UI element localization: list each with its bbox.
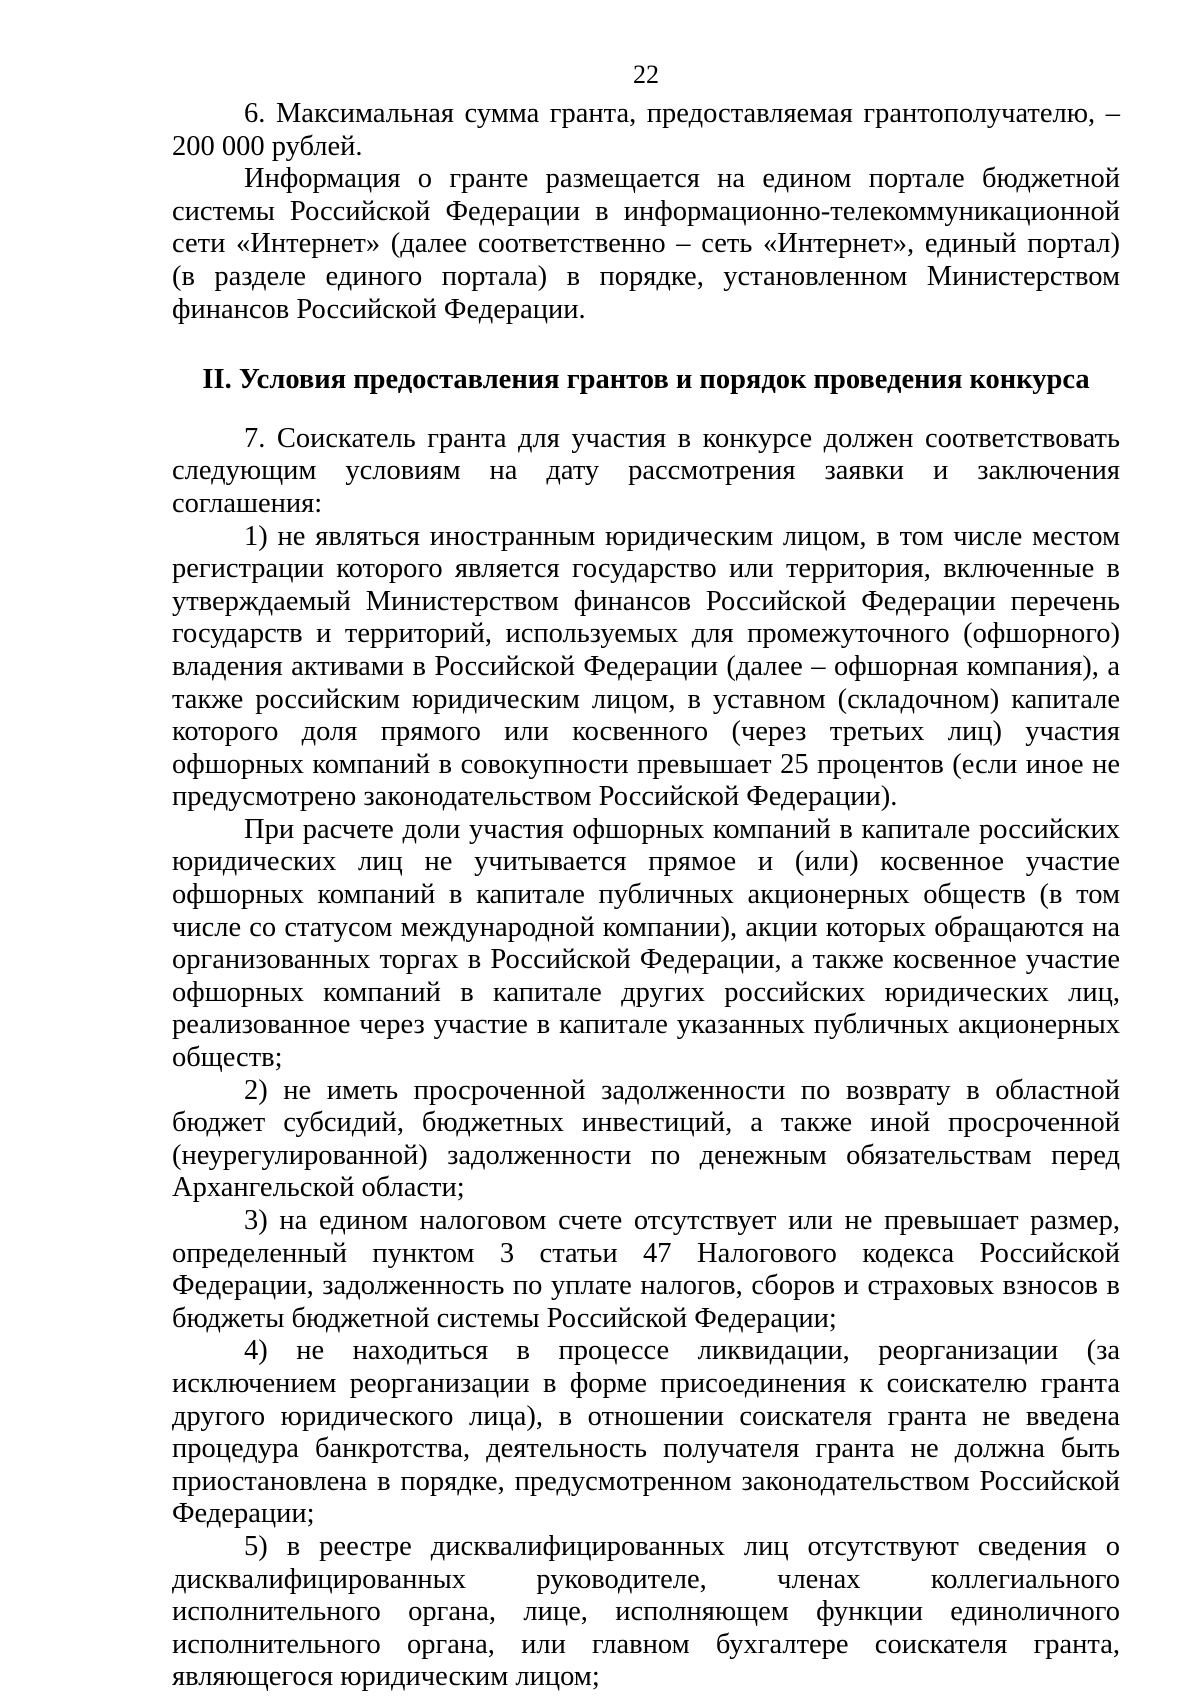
paragraph-max-grant: 6. Максимальная сумма гранта, предоставляемая грантополучателю, – 200 000 рублей. xyxy=(172,98,1120,162)
section-heading: II. Условия предоставления грантов и порядок проведения конкурса xyxy=(202,364,1090,396)
paragraph-grant-info: Информация о гранте размещается на едином портале бюджетной системы Российской Федерации в информационно-телекоммуникационной сети «Интернет» (далее соответственно – сеть «Интернет», единый портал) (в разделе единого портала) в порядке, установленном Министерством финансов Российской Федерации. xyxy=(172,163,1120,325)
page-number: 22 xyxy=(633,60,659,89)
paragraph-offshore-share: При расчете доли участия офшорных компаний в капитале российских юридических лиц не учитывается прямое и (или) косвенное участие офшорных компаний в капитале публичных акционерных обществ (в том числе со статусом международной компании), акции которых обращаются на организованных торгах в Российской Федерации, а также косвенное участие офшорных компаний в капитале других российских юридических лиц, реализованное через участие в капитале указанных публичных акционерных обществ; xyxy=(172,813,1120,1074)
paragraph-condition-2: 2) не иметь просроченной задолженности по возврату в областной бюджет субсидий, бюджетных инвестиций, а также иной просроченной (неурегулированной) задолженности по денежным обязательствам перед Архангельской области; xyxy=(172,1074,1120,1204)
paragraph-item-7: 7. Соискатель гранта для участия в конкурсе должен соответствовать следующим условиям на дату рассмотрения заявки и заключения соглашения: xyxy=(172,422,1120,519)
paragraph-condition-3: 3) на едином налоговом счете отсутствует или не превышает размер, определенный пунктом 3 статьи 47 Налогового кодекса Российской Федерации, задолженность по уплате налогов, сборов и страховых взносов в бюджеты бюджетной системы Российской Федерации; xyxy=(172,1205,1120,1334)
paragraph-condition-1: 1) не являться иностранным юридическим лицом, в том числе местом регистрации которого является государство или территория, включенные в утверждаемый Министерством финансов Российской Федерации перечень государств и территорий, используемых для промежуточного (офшорного) владения активами в Российской Федерации (далее – офшорная компания), а также российским юридическим лицом, в уставном (складочном) капитале которого доля прямого или косвенного (через третьих лиц) участия офшорных компаний в совокупности превышает 25 процентов (если иное не предусмотрено законодательством Российской Федерации). xyxy=(172,520,1120,813)
document-page xyxy=(172,60,1120,1694)
paragraph-condition-4: 4) не находиться в процессе ликвидации, реорганизации (за исключением реорганизации в форме присоединения к соискателю гранта другого юридического лица), в отношении соискателя гранта не введена процедура банкротства, деятельность получателя гранта не должна быть приостановлена в порядке, предусмотренном законодательством Российской Федерации; xyxy=(172,1335,1120,1530)
paragraph-condition-5: 5) в реестре дисквалифицированных лиц отсутствуют сведения о дисквалифицированных руководителе, членах коллегиального исполнительного органа, лице, исполняющем функции единоличного исполнительного органа, или главном бухгалтере соискателя гранта, являющегося юридическим лицом; xyxy=(172,1530,1120,1693)
